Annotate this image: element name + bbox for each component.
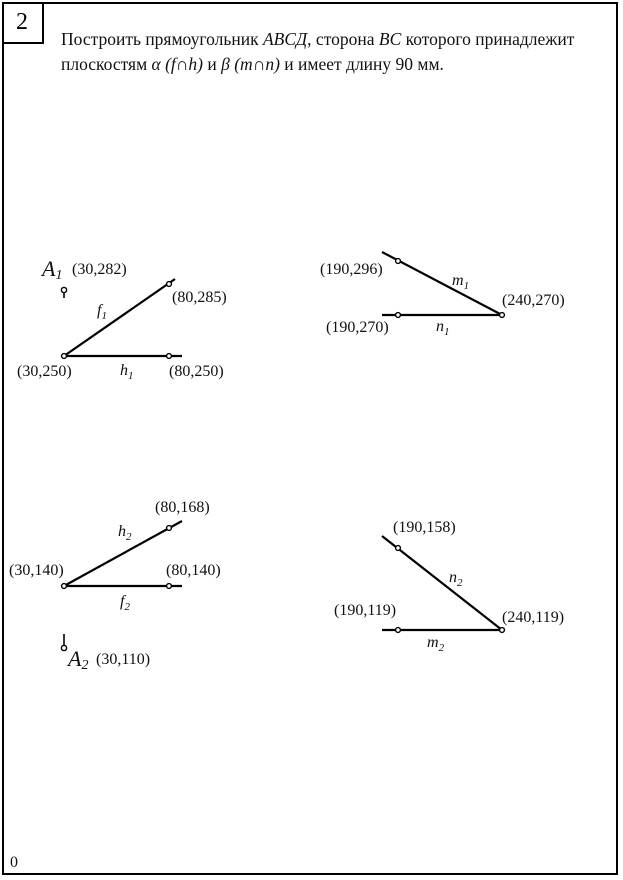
task-text-part4: и имеет длину 90 мм.: [279, 54, 444, 74]
coord-origin1: (30,250): [17, 363, 72, 380]
plane-alpha-definition: (f∩h): [160, 54, 204, 74]
label-a2: A2: [68, 646, 89, 673]
coord-m2-start: (190,119): [334, 602, 397, 619]
label-m2: $m_2$: [427, 634, 445, 654]
point-n1-start: [396, 313, 401, 318]
point-origin1: [62, 354, 67, 359]
coord-m1-start: (190,296): [320, 261, 383, 278]
page-number: 0: [10, 854, 18, 871]
label-f1: $f_1$: [97, 302, 107, 322]
label-h1: $h_1$: [120, 362, 134, 382]
task-text-and: и: [203, 54, 222, 74]
point-n2-start: [396, 546, 401, 551]
plane-beta: β: [221, 54, 230, 74]
coord-a2: (30,110): [96, 651, 151, 668]
point-a2: [61, 645, 66, 650]
point-f2-end: [167, 584, 172, 589]
task-text-part1: Построить прямоугольник: [61, 29, 263, 49]
label-m1: $m_1$: [452, 272, 470, 292]
plane-beta-definition: (m∩n): [229, 54, 280, 74]
coord-origin2: (30,140): [9, 562, 64, 579]
point-m2-start: [396, 628, 401, 633]
coord-a1: (30,282): [72, 261, 127, 278]
label-f2: $f_2$: [120, 593, 130, 613]
point-m1-start: [396, 259, 401, 264]
label-n2: $n_2$: [449, 569, 463, 589]
point-a1: [61, 287, 66, 292]
coord-n1-start: (190,270): [326, 319, 389, 336]
coord-mn2-end: (240,119): [502, 609, 565, 626]
coord-n2-start: (190,158): [393, 519, 456, 536]
point-h1-end: [167, 354, 172, 359]
coord-h1-end: (80,250): [169, 363, 224, 380]
task-number: 2: [16, 9, 28, 35]
coord-f2-end: (80,140): [166, 562, 221, 579]
coord-h2-end: (80,168): [155, 499, 210, 516]
label-a1: A1: [42, 256, 63, 283]
point-mn2-end: [500, 628, 505, 633]
coord-f1-end: (80,285): [172, 289, 227, 306]
task-text-part3: которого принадлежит плоскостям: [61, 29, 575, 74]
point-origin2: [62, 584, 67, 589]
rectangle-name: ABCД: [262, 29, 308, 49]
plane-alpha: α: [151, 54, 161, 74]
point-f1-end: [167, 282, 172, 287]
point-mn1-end: [500, 313, 505, 318]
task-text-part2: , сторона: [307, 29, 379, 49]
label-n1: $n_1$: [436, 318, 450, 338]
coord-mn1-end: (240,270): [502, 292, 565, 309]
side-name: BC: [378, 29, 402, 49]
label-h2: $h_2$: [118, 523, 132, 543]
line-f1: [64, 279, 175, 356]
point-h2-end: [167, 526, 172, 531]
